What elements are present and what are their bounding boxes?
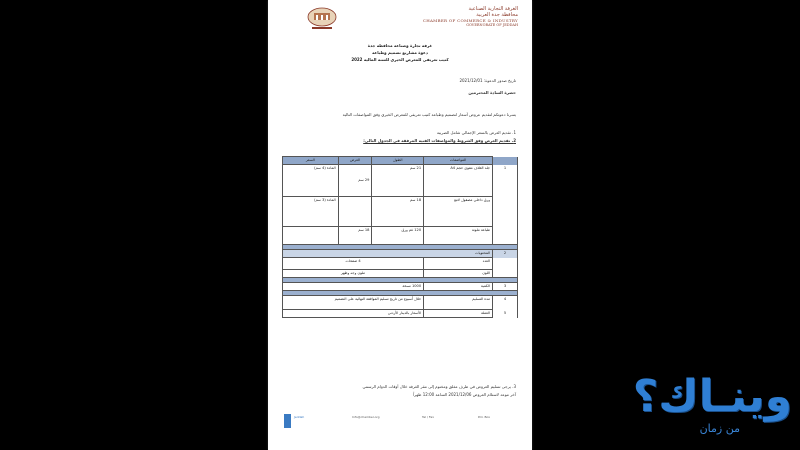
body-paragraph — [286, 112, 516, 120]
point-2: 2. تقديم العرض وفق الشروط والمواصفات الفنية المرفقة في الجدول التالي: — [363, 138, 516, 143]
table-row — [283, 227, 518, 245]
salutation: حضرة السادة المحترمين — [468, 90, 516, 95]
table-cell-label: مدة التسليم — [424, 296, 493, 310]
table-cell-num: 4 — [493, 296, 518, 310]
table-cell-num: 2 — [493, 250, 518, 258]
watermark-sub-text: من زمان — [699, 422, 740, 435]
footer-col-2: Tel / Fax — [422, 415, 434, 419]
table-cell-value: الأسعار بالدينار الأردني — [283, 310, 424, 318]
table-cell-label: الكمية — [424, 283, 493, 291]
point-1: 1. تقديم العرض بالسعر الإجمالي شامل الضريبة — [436, 130, 516, 135]
closing-line-1: 3. يرجى تسليم العروض في ظرف مغلق ومختوم إلى مقر الغرفة خلال أوقات الدوام الرسمي — [362, 384, 516, 389]
table-cell-width — [338, 197, 372, 227]
spec-table — [282, 156, 518, 318]
title-line-1: غرفة تجارة وصناعة محافظة جدة — [367, 43, 433, 48]
watermark-main-text: وينـاك؟ — [632, 371, 792, 422]
table-row — [283, 258, 518, 270]
table-row — [283, 270, 518, 278]
table-cell-price — [283, 227, 339, 245]
table-cell-length: 120 غم ورق — [372, 227, 424, 245]
table-cell-spec: جلد الغلاف مقوى حجم A4 — [424, 165, 493, 197]
body-text: يسرنا دعوتكم لتقديم عروض أسعار لتصميم وطباعة كتيب تعريفي للمعرض الخيري وفق المواصفات التالية — [342, 112, 516, 117]
footer-badge-text: Jeddah — [294, 415, 305, 419]
table-header-length: الطول — [372, 157, 424, 165]
table-cell-num — [493, 227, 518, 245]
document-page — [268, 0, 532, 450]
table-cell-spec: طباعة ملونة — [424, 227, 493, 245]
closing-text — [284, 384, 516, 400]
table-header-spec: المواصفات — [424, 157, 493, 165]
chamber-emblem-icon — [304, 6, 340, 32]
table-cell-price: المادة (4 سم) — [283, 165, 339, 197]
table-cell-num — [493, 197, 518, 227]
contents-label: المحتويات — [283, 250, 493, 258]
footer-badge-icon — [284, 414, 291, 428]
table-cell-value: خلال أسبوع من تاريخ تسليم الموافقة النهائية على التصميم — [283, 296, 424, 310]
table-header-num — [493, 157, 518, 165]
table-cell-num: 3 — [493, 283, 518, 291]
table-cell-width: 29 سم — [338, 165, 372, 197]
table-cell-price: المادة (3 سم) — [283, 197, 339, 227]
letterhead-ar-line1: الغرفة التجارية الصناعية — [468, 6, 518, 12]
table-row — [283, 165, 518, 197]
table-cell-value: ملون وجه وظهر — [283, 270, 424, 278]
letterhead-ar-line2: محافظة جدة العربية — [476, 12, 518, 18]
letterhead — [378, 6, 518, 27]
table-cell-num: 5 — [493, 310, 518, 318]
chamber-logo — [304, 6, 340, 32]
table-header-price: السعر — [283, 157, 339, 165]
letterhead-en-line1: CHAMBER OF COMMERCE & INDUSTRY — [422, 18, 518, 23]
document-title — [268, 42, 532, 63]
closing-line-2: آخر موعد لاستلام العروض 2021/12/06 الساعة 12:00 ظهراً — [413, 392, 516, 397]
table-cell-length: 18 سم — [372, 197, 424, 227]
table-row — [283, 310, 518, 318]
table-cell-spec: ورق داخلي مصقول لامع — [424, 197, 493, 227]
table-cell-label: اللون — [424, 270, 493, 278]
table-cell-length: 21 سم — [372, 165, 424, 197]
title-line-3: كتيب تعريفي للمعرض الخيري للسنة المالية 2022 — [351, 57, 449, 62]
table-cell-width: 18 سم — [338, 227, 372, 245]
issue-date: تاريخ صدور الدعوة: 2021/12/01 — [459, 78, 516, 83]
table-cell-label: العدد — [424, 258, 493, 270]
table-cell-value: 4 صفحات — [283, 258, 424, 270]
table-cell-label: العملة — [424, 310, 493, 318]
table-subheader-contents — [283, 250, 518, 258]
watermark-logo — [612, 372, 792, 442]
table-row — [283, 197, 518, 227]
table-row — [283, 296, 518, 310]
table-cell-num: 1 — [493, 165, 518, 197]
table-row — [283, 283, 518, 291]
title-line-2: دعوة مشاريع تصميم وطباعة — [372, 50, 428, 55]
table-header-width: العرض — [338, 157, 372, 165]
letter-footer — [282, 412, 518, 436]
table-header-row — [283, 157, 518, 165]
footer-col-1: Info@chamber.org — [352, 415, 380, 419]
footer-col-3: P.O. Box — [478, 415, 491, 419]
letterhead-en-line2: GOVERNORATE OF JEDDAH — [466, 23, 518, 27]
table-cell-value: 1000 نسخة — [283, 283, 424, 291]
